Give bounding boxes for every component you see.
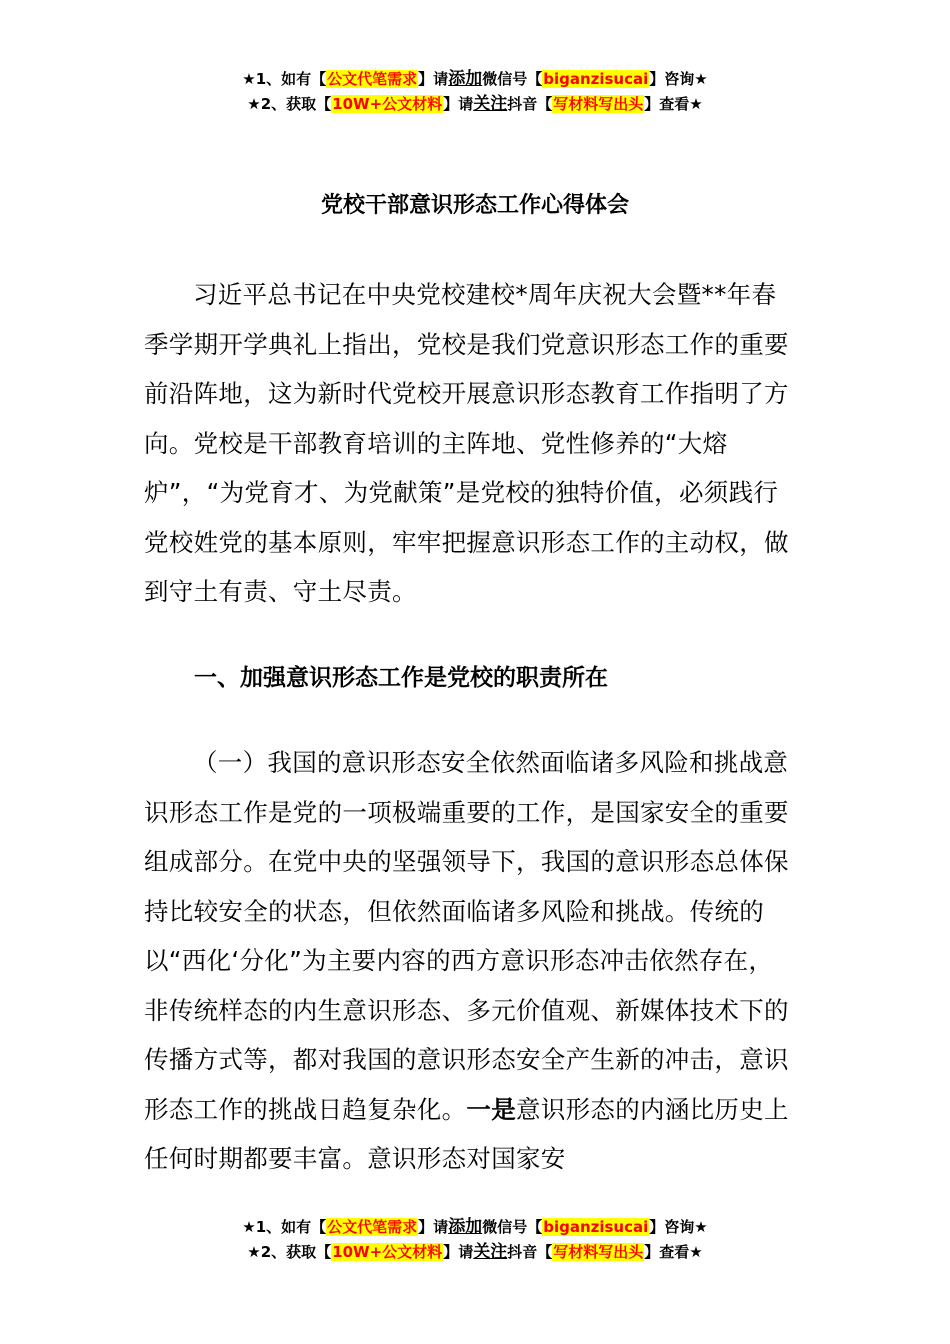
banner-text: ★2、获取【 bbox=[247, 95, 332, 113]
paragraph-text: （一）我国的意识形态安全依然面临诸多风险和挑战意识形态工作是党的一项极端重要的工作，是国家安全的重要组成部分。在党中央的坚强领导下，我国的意识形态总体保持比较安全的状态，但依然面临诸多风险和挑战。传统的以“西化‘分化”为主要内容的西方意识形态冲击依然存在，非传统样态的内生意识形态、多元价值观、新媒体技术下的传播方式等，都对我国的意识形态安全产生新的冲击，意识形态工作的挑战日趋复杂化。 bbox=[144, 748, 789, 1124]
banner-highlight: 写材料写出头 bbox=[553, 95, 644, 113]
banner-highlight: 10W+公文材料 bbox=[332, 1243, 443, 1261]
banner-highlight: 公文代笔需求 bbox=[327, 70, 418, 88]
banner-line-1 bbox=[0, 67, 950, 92]
banner-text: ★1、如有【 bbox=[242, 70, 327, 88]
banner-emphasis: 添加 bbox=[448, 69, 483, 89]
banner-highlight: biganzisucai bbox=[543, 70, 649, 88]
banner-emphasis: 添加 bbox=[448, 1217, 483, 1237]
banner-highlight: 写材料写出头 bbox=[553, 1243, 644, 1261]
banner-line-2 bbox=[0, 1240, 950, 1265]
banner-text: 】咨询★ bbox=[649, 70, 708, 88]
banner-emphasis: 关注 bbox=[473, 94, 508, 114]
banner-highlight: 公文代笔需求 bbox=[327, 1218, 418, 1236]
header-banner bbox=[0, 67, 950, 117]
paragraph-text: 意识形态的内涵比历史上任何时期都要丰富。意识形态对国家安 bbox=[144, 1094, 789, 1173]
banner-text: 】查看★ bbox=[644, 1243, 703, 1261]
paragraph-bold-text: 一是 bbox=[466, 1094, 517, 1124]
paragraph-section-1 bbox=[144, 738, 796, 1184]
banner-text: 】咨询★ bbox=[649, 1218, 708, 1236]
banner-emphasis: 关注 bbox=[473, 1242, 508, 1262]
banner-highlight: 10W+公文材料 bbox=[332, 95, 443, 113]
footer-banner bbox=[0, 1215, 950, 1265]
document-title: 党校干部意识形态工作心得体会 bbox=[320, 193, 629, 218]
banner-text: 】请 bbox=[418, 70, 449, 88]
banner-line-1 bbox=[0, 1215, 950, 1240]
paragraph-intro bbox=[144, 270, 796, 617]
banner-text: 微信号【 bbox=[482, 70, 543, 88]
banner-text: 】请 bbox=[418, 1218, 449, 1236]
banner-line-2 bbox=[0, 92, 950, 117]
section-heading: 一、加强意识形态工作是党校的职责所在 bbox=[194, 665, 608, 691]
banner-highlight: biganzisucai bbox=[543, 1218, 649, 1236]
banner-text: 】请 bbox=[443, 1243, 474, 1261]
banner-text: ★2、获取【 bbox=[247, 1243, 332, 1261]
banner-text: ★1、如有【 bbox=[242, 1218, 327, 1236]
banner-text: 】请 bbox=[443, 95, 474, 113]
banner-text: 微信号【 bbox=[482, 1218, 543, 1236]
banner-text: 抖音【 bbox=[507, 95, 553, 113]
banner-text: 】查看★ bbox=[644, 95, 703, 113]
banner-text: 抖音【 bbox=[507, 1243, 553, 1261]
paragraph-text: 习近平总书记在中央党校建校*周年庆祝大会暨**年春季学期开学典礼上指出，党校是我们党意识形态工作的重要前沿阵地，这为新时代党校开展意识形态教育工作指明了方向。党校是干部教育培训的主阵地、党性修养的“大熔炉”，“为党育才、为党献策”是党校的独特价值，必须践行党校姓党的基本原则，牢牢把握意识形态工作的主动权，做到守土有责、守土尽责。 bbox=[144, 280, 789, 606]
